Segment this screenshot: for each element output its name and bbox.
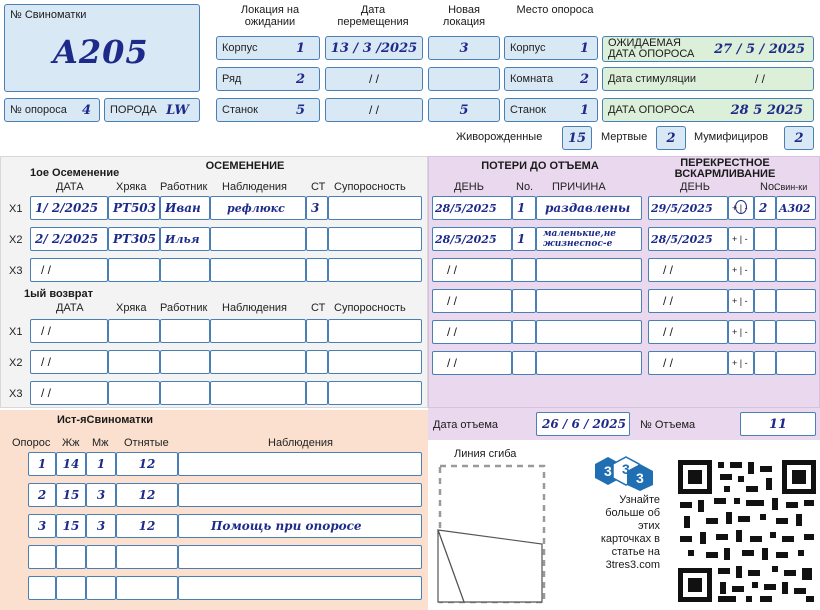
cf-plusminus-cell[interactable] [728,351,754,375]
breed-field[interactable] [104,98,200,122]
born-alive-label: Живорожденные [456,131,543,143]
farrow-date-value: 28 5 2025 [730,102,803,118]
new-location-field[interactable] [428,36,500,60]
history-weaned-cell[interactable] [116,545,178,569]
cf-sow-cell[interactable] [776,196,816,220]
logo-digit-1: 3 [604,463,612,479]
stimulation-date-field[interactable] [602,67,814,91]
history-notes-cell[interactable] [178,483,422,507]
logo-digit-3: 3 [636,470,644,486]
mummified-value: 2 [794,130,804,146]
cf-day-cell[interactable] [648,227,728,251]
boar-cell[interactable] [108,227,160,251]
cell-text: / / [447,325,458,339]
weaning-no-field[interactable] [740,412,816,436]
farrow-date-label: ДАТА ОПОРОСА [608,104,695,116]
cf-sow-cell[interactable] [776,258,816,282]
cell-text: + | - [732,358,748,368]
history-dead-cell[interactable] [86,483,116,507]
cell-text: / / [41,386,52,400]
cf-sow-cell[interactable] [776,351,816,375]
first-insemination-title: 1ое Осеменение [30,167,120,179]
cell-text: / / [663,325,674,339]
col-boar: Хряка [116,181,147,193]
cell-text: / / [447,294,458,308]
cell-text: Иван [165,201,201,215]
date-cell[interactable] [30,227,108,251]
cell-text: PT305 [113,232,157,246]
farrowing-number-label: № опороса [10,104,67,116]
cell-text: 1/ 2/2025 [35,201,99,215]
history-dead-cell[interactable] [86,545,116,569]
cell-text: 28/5/2025 [651,232,713,246]
cf-day-cell[interactable] [648,320,728,344]
cell-text: / / [447,356,458,370]
logo-digit-2: 3 [622,461,630,477]
cell-text: 2 [759,201,768,215]
history-title: Ист-яСвиноматки [57,414,153,426]
st-cell[interactable] [306,258,328,282]
loss-day-cell[interactable] [432,351,512,375]
losses-col-cause: ПРИЧИНА [552,181,606,193]
move-date-field[interactable] [325,36,423,60]
location-label: Ряд [222,73,242,85]
boar-cell[interactable] [108,258,160,282]
row-label: X1 [9,326,23,338]
farrow-place-value: 1 [579,102,589,118]
history-dead-cell[interactable] [86,576,116,600]
sup-cell[interactable] [328,319,422,343]
cell-text: + | - [732,234,748,244]
row-label: X1 [9,203,23,215]
history-col-alive: Жж [62,437,80,449]
expected-farrow-date-label: ОЖИДАЕМАЯ ДАТА ОПОРОСА [608,37,695,60]
cell-text: маленькие,не жизнеспос-е [543,229,616,249]
cell-text: 1 [37,457,47,471]
location-value: 2 [295,71,305,87]
new-location-value: 5 [459,102,469,118]
location-field-row[interactable] [216,67,320,91]
location-label: Станок [222,104,258,116]
cell-text: 3 [37,519,47,533]
cf-sow-cell[interactable] [776,289,816,313]
cf-no-cell[interactable] [754,196,776,220]
cf-no-cell[interactable] [754,320,776,344]
col-worker: Работник [160,302,208,314]
col-boar: Хряка [116,302,147,314]
cf-plusminus-cell[interactable] [728,258,754,282]
weaning-no-label: № Отъема [640,419,696,431]
history-col-farrowing: Опорос [12,437,51,449]
col-st: СТ [311,302,326,314]
weaning-no-value: 11 [768,416,788,432]
cell-text: 2 [37,488,47,502]
date-cell[interactable] [30,381,108,405]
farrow-place-field-room[interactable] [504,67,598,91]
insemination-title: ОСЕМЕНЕНИЕ [205,160,285,172]
loss-day-cell[interactable] [432,320,512,344]
history-farrowing-cell[interactable] [28,576,56,600]
dead-value: 2 [666,130,676,146]
cell-text: 15 [62,488,80,502]
new-location-field[interactable] [428,98,500,122]
header-location-on-wait: Локация на ожидании [240,4,300,28]
born-alive-value: 15 [567,130,587,146]
cf-no-cell[interactable] [754,289,776,313]
farrow-place-label: Станок [510,104,546,116]
farrow-place-value: 2 [579,71,589,87]
fold-line-label: Линия сгиба [454,448,517,460]
location-field-building[interactable] [216,36,320,60]
history-dead-cell[interactable] [86,514,116,538]
location-field-pen[interactable] [216,98,320,122]
loss-day-cell[interactable] [432,196,512,220]
sup-cell[interactable] [328,381,422,405]
worker-cell[interactable] [160,227,210,251]
cross-foster-col-no: No. [760,181,778,193]
notes-cell[interactable] [210,227,306,251]
loss-no-cell[interactable] [512,196,536,220]
history-col-dead: Мж [92,437,109,449]
history-farrowing-cell[interactable] [28,545,56,569]
worker-cell[interactable] [160,319,210,343]
cell-text: Помощь при опоросе [211,519,362,533]
cf-day-cell[interactable] [648,196,728,220]
history-alive-cell[interactable] [56,545,86,569]
cell-text: / / [663,294,674,308]
col-notes: Наблюдения [222,302,288,314]
new-location-value: 3 [459,40,469,56]
cell-text: / / [447,263,458,277]
row-label: X3 [9,265,23,277]
location-value: 5 [295,102,305,118]
farrow-place-value: 1 [579,40,589,56]
farrow-place-field-building[interactable] [504,36,598,60]
loss-day-cell[interactable] [432,258,512,282]
boar-cell[interactable] [108,381,160,405]
date-cell[interactable] [30,196,108,220]
sup-cell[interactable] [328,258,422,282]
weaning-date-value: 26 / 6 / 2025 [542,417,626,431]
losses-col-no: No. [516,181,534,193]
date-cell[interactable] [30,319,108,343]
cell-text: 12 [138,519,156,533]
cell-text: 12 [138,488,156,502]
mummified-field[interactable] [784,126,814,150]
cf-plusminus-cell[interactable] [728,289,754,313]
loss-no-cell[interactable] [512,258,536,282]
history-weaned-cell[interactable] [116,576,178,600]
born-alive-field[interactable] [562,126,592,150]
cell-text: 28/5/2025 [435,201,497,215]
cf-sow-cell[interactable] [776,320,816,344]
cell-text: 1 [517,232,526,246]
col-date: ДАТА [56,302,84,314]
cell-text: + | - [732,296,748,306]
history-col-weaned: Отнятые [124,437,169,449]
stimulation-date-label: Дата стимуляции [608,73,697,85]
loss-cause-cell[interactable] [536,351,642,375]
farrow-place-label: Комната [510,73,554,85]
cf-sow-cell[interactable] [776,227,816,251]
dead-field[interactable] [656,126,686,150]
cross-foster-col-day: ДЕНЬ [680,181,710,193]
cf-no-cell[interactable] [754,227,776,251]
loss-no-cell[interactable] [512,289,536,313]
st-cell[interactable] [306,227,328,251]
date-cell[interactable] [30,258,108,282]
notes-cell[interactable] [210,196,306,220]
move-date-value: / / [368,72,379,86]
col-date: ДАТА [56,181,84,193]
loss-cause-cell[interactable] [536,289,642,313]
history-alive-cell[interactable] [56,514,86,538]
loss-no-cell[interactable] [512,351,536,375]
history-dead-cell[interactable] [86,452,116,476]
boar-cell[interactable] [108,196,160,220]
cf-plus-circled-mark [735,200,747,214]
losses-col-day: ДЕНЬ [454,181,484,193]
worker-cell[interactable] [160,381,210,405]
col-worker: Работник [160,181,208,193]
worker-cell[interactable] [160,196,210,220]
cell-text: 29/5/2025 [651,201,713,215]
loss-day-cell[interactable] [432,227,512,251]
loss-cause-cell[interactable] [536,196,642,220]
header-move-date: Дата перемещения [337,4,409,28]
history-weaned-cell[interactable] [116,514,178,538]
cell-text: 15 [62,519,80,533]
col-st: СТ [311,181,326,193]
history-weaned-cell[interactable] [116,483,178,507]
farrow-place-label: Корпус [510,42,546,54]
farrow-date-field[interactable] [602,98,814,122]
cell-text: PT503 [113,201,157,215]
history-farrowing-cell[interactable] [28,452,56,476]
cell-text: / / [41,263,52,277]
move-date-field[interactable] [325,67,423,91]
farrowing-number-field[interactable] [4,98,100,122]
move-date-value: / / [368,103,379,117]
loss-no-cell[interactable] [512,227,536,251]
loss-no-cell[interactable] [512,320,536,344]
sow-number-value: A205 [53,33,149,71]
cf-plusminus-cell[interactable] [728,320,754,344]
history-farrowing-cell[interactable] [28,483,56,507]
stimulation-date-value: / / [754,72,765,86]
history-alive-cell[interactable] [56,452,86,476]
cell-text: Илья [165,232,200,246]
breed-value: LW [166,102,189,118]
sup-cell[interactable] [328,350,422,374]
notes-cell[interactable] [210,258,306,282]
expected-farrow-date-field[interactable] [602,36,814,62]
col-sup: Супоросность [334,302,406,314]
st-cell[interactable] [306,196,328,220]
history-alive-cell[interactable] [56,483,86,507]
cell-text: A302 [779,201,811,215]
history-alive-cell[interactable] [56,576,86,600]
history-weaned-cell[interactable] [116,452,178,476]
cell-text: раздавлены [545,201,631,215]
loss-day-cell[interactable] [432,289,512,313]
row-label: X2 [9,357,23,369]
col-notes: Наблюдения [222,181,288,193]
cell-text: рефлюкс [227,201,285,215]
farrow-place-field-pen[interactable] [504,98,598,122]
sow-number-box[interactable] [4,4,200,92]
st-cell[interactable] [306,319,328,343]
weaning-date-label: Дата отъема [433,419,499,431]
history-col-notes: Наблюдения [268,437,334,449]
promo-text: Узнайте больше об этих карточках в статье на 3tres3.com [600,494,660,571]
cf-day-cell[interactable] [648,289,728,313]
row-label: X3 [9,388,23,400]
sup-cell[interactable] [328,196,422,220]
boar-cell[interactable] [108,350,160,374]
move-date-value: 13 / 3 /2025 [330,40,418,56]
header-farrow-place: Место опороса [516,4,594,16]
cf-day-cell[interactable] [648,258,728,282]
sow-number-label: № Свиноматки [10,9,87,21]
return-title: 1ый возврат [24,288,93,300]
row-label: X2 [9,234,23,246]
cell-text: 2/ 2/2025 [35,232,99,246]
fold-line-illustration [434,462,558,608]
loss-cause-cell[interactable] [536,258,642,282]
header-new-location: Новая локация [442,4,486,28]
new-location-field[interactable] [428,67,500,91]
cell-text: 1 [96,457,106,471]
cell-text: 12 [138,457,156,471]
expected-farrow-date-value: 27 / 5 / 2025 [714,42,805,57]
col-sup: Супоросность [334,181,406,193]
cell-text: 28/5/2025 [435,232,497,246]
cf-no-cell[interactable] [754,258,776,282]
cell-text: / / [663,356,674,370]
history-notes-cell[interactable] [178,576,422,600]
weaning-date-field[interactable] [536,412,630,436]
cell-text: 3 [311,201,320,215]
cell-text: 3 [96,519,106,533]
breed-label: ПОРОДА [110,104,157,116]
cf-day-cell[interactable] [648,351,728,375]
cf-plusminus-cell[interactable] [728,227,754,251]
st-cell[interactable] [306,381,328,405]
worker-cell[interactable] [160,258,210,282]
notes-cell[interactable] [210,350,306,374]
history-notes-cell[interactable] [178,514,422,538]
location-label: Корпус [222,42,258,54]
mummified-label: Мумифициров [694,131,769,143]
cell-text: 1 [517,201,526,215]
boar-cell[interactable] [108,319,160,343]
cell-text: + | - [732,327,748,337]
history-notes-cell[interactable] [178,452,422,476]
worker-cell[interactable] [160,350,210,374]
cell-text: / / [663,263,674,277]
st-cell[interactable] [306,350,328,374]
cell-text: / / [41,355,52,369]
location-value: 1 [295,40,305,56]
cf-no-cell[interactable] [754,351,776,375]
cross-foster-title: ПЕРЕКРЕСТНОЕ ВСКАРМЛИВАНИЕ [674,157,776,180]
dead-label: Мертвые [601,131,648,143]
move-date-field[interactable] [325,98,423,122]
cell-text: + | - [732,203,748,213]
cell-text: 14 [62,457,80,471]
sup-cell[interactable] [328,227,422,251]
history-farrowing-cell[interactable] [28,514,56,538]
history-notes-cell[interactable] [178,545,422,569]
cell-text: 3 [96,488,106,502]
cell-text: + | - [732,265,748,275]
cross-foster-col-sow: Свин-ки [774,182,808,192]
date-cell[interactable] [30,350,108,374]
cell-text: / / [41,324,52,338]
farrowing-number-value: 4 [81,102,91,118]
loss-cause-cell[interactable] [536,320,642,344]
notes-cell[interactable] [210,381,306,405]
losses-title: ПОТЕРИ ДО ОТЪЕМА [481,160,599,172]
notes-cell[interactable] [210,319,306,343]
loss-cause-cell[interactable] [536,227,642,251]
qr-code[interactable] [676,458,818,604]
